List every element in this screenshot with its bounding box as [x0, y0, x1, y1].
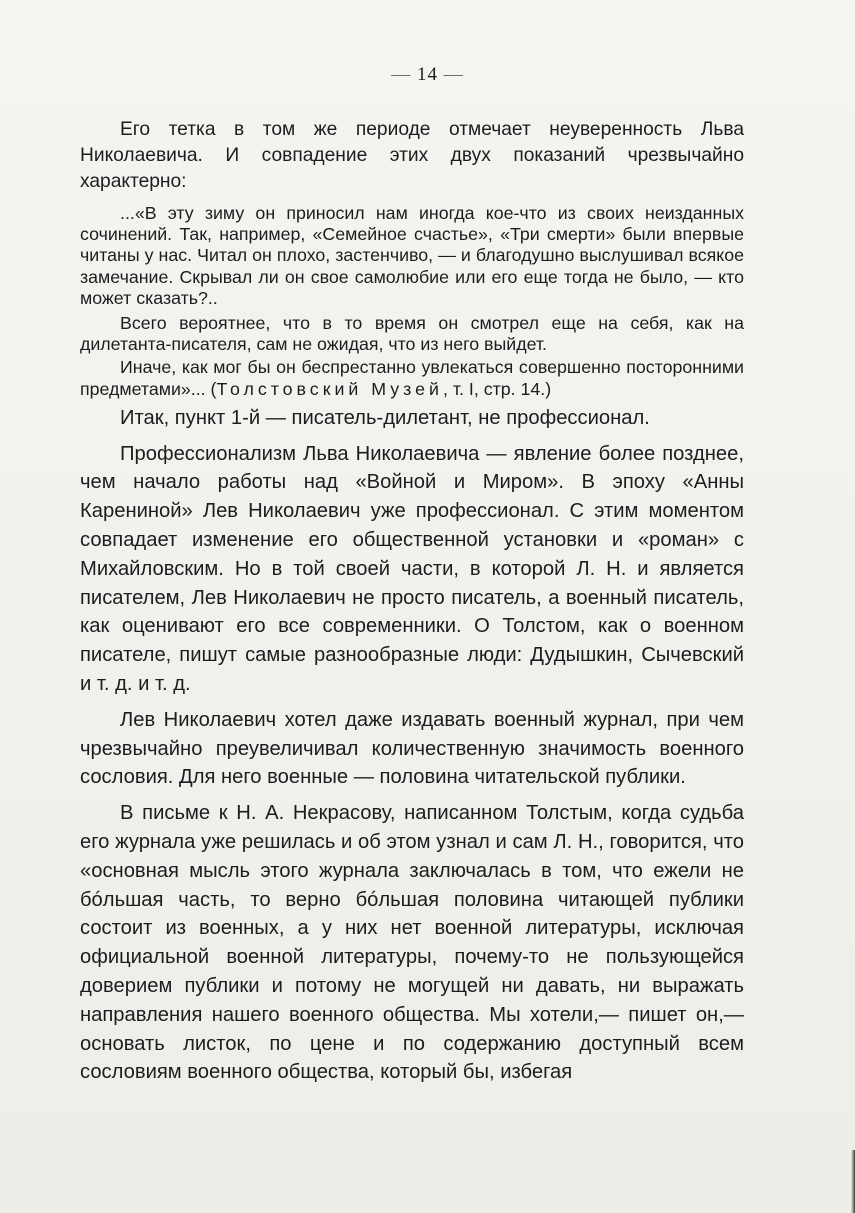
- paragraph-military-journal: Лев Николаевич хотел даже издавать военный журнал, при чем чрезвычайно преувеличивал количественную значимость военного сословия. Для него военные — половина читательской публики.: [80, 708, 744, 789]
- quote-paragraph-3: [80, 357, 744, 399]
- quote-paragraph-3-main: Иначе, как мог бы он беспрестанно увлекаться совершенно посторонними предметами»... (: [80, 357, 744, 399]
- page-number: 14: [417, 64, 438, 85]
- quote-paragraph-2: Всего вероятнее, что в то время он смотрел еще на себя, как на дилетанта-писателя, сам не ожидая, что из него выйдет.: [80, 313, 744, 355]
- page-binding-edge: [851, 1150, 855, 1213]
- page-number-header: [0, 64, 855, 86]
- quote-paragraph-1: ...«В эту зиму он приносил нам иногда кое-что из своих неизданных сочинений. Так, например, «Семейное счастье», «Три смерти» были впервые читаны у нас. Читал он плохо, застенчиво, — и благодушно выслушивал всякое замечание. Скрывал ли он свое самолюбие или его еще тогда не было, — кто может сказать?..: [80, 203, 744, 308]
- page-number-dash-right: —: [443, 64, 464, 85]
- page-number-dash-left: —: [391, 64, 412, 85]
- paragraph-intro: Его тетка в том же периоде отмечает неуверенность Льва Николаевича. И совпадение этих двух показаний чрезвычайно характерно:: [80, 119, 744, 192]
- paragraph-professionalism: Профессионализм Льва Николаевича — явление более позднее, чем начало работы над «Войной и Миром». В эпоху «Анны Карениной» Лев Николаевич уже профессионал. С этим моментом совпадает изменение его общественной установки и «роман» с Михайловским. Но в той своей части, в которой Л. Н. и является писателем, Лев Николаевич не просто писатель, а военный писатель, как оценивают его все современники. О Толстом, как о военном писателе, пишут самые разнообразные люди: Дудышкин, Сычевский и т. д. и т. д.: [80, 442, 744, 695]
- quote-paragraph-3-tail: , т. I, стр. 14.): [442, 378, 552, 399]
- paragraph-nekrasov-letter: В письме к Н. А. Некрасову, написанном Толстым, когда судьба его журнала уже решилась и об этом узнал и сам Л. Н., говорится, что «основная мысль этого журнала заключалась в том, что ежели не бóльшая часть, то верно бóльшая половина читающей публики состоит из военных, а у них нет военной литературы, исключая официальной военной литературы, почему-то не пользующейся доверием публики и потому не могущей ни давать, ни выражать направления нашего военного общества. Мы хотели,— пишет он,— основать листок, по цене и по содержанию доступный всем сословиям военного общества, который бы, избегая: [80, 802, 744, 1084]
- paragraph-point-one: Итак, пункт 1-й — писатель-дилетант, не профессионал.: [120, 406, 650, 429]
- quote-source: Толстовский Музей: [216, 378, 443, 399]
- page-text: [80, 117, 744, 1094]
